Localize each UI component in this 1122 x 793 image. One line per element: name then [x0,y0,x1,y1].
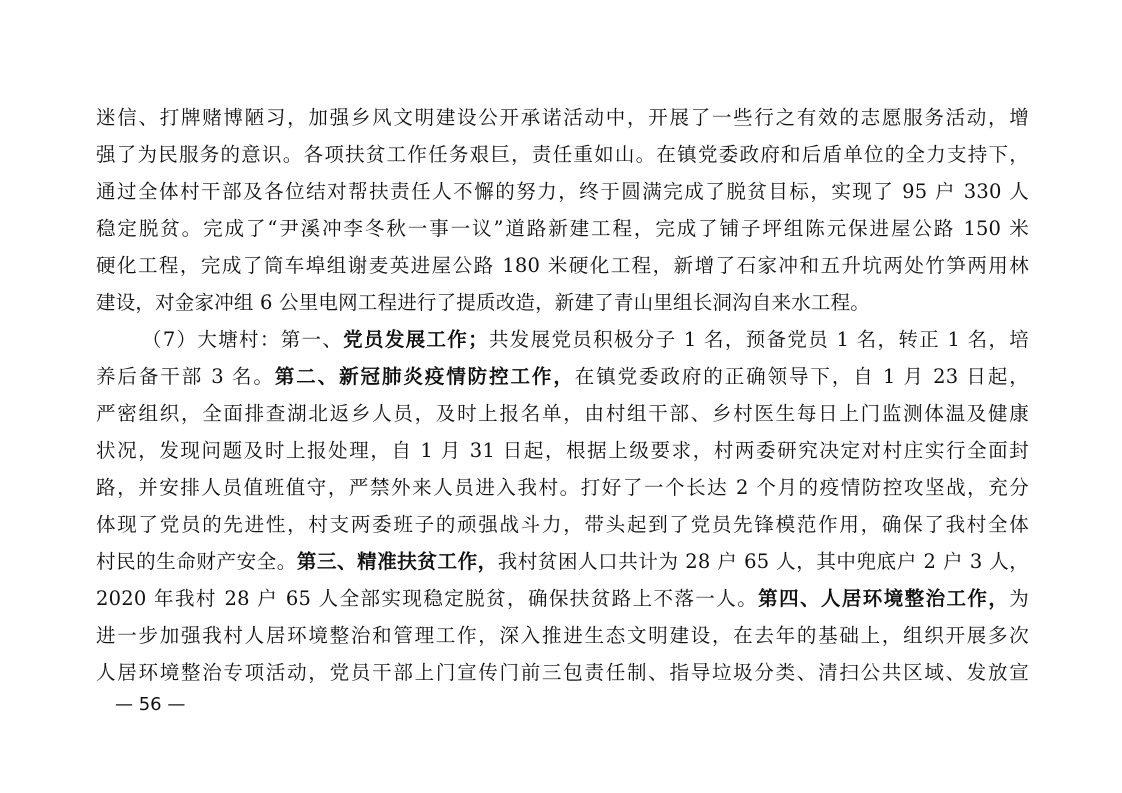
body-text: 强了为民服务的意识。各项扶贫工作任务艰巨，责任重如山。在镇党委政府和后盾单位的全力支持下， [96,143,1029,166]
body-text: 迷信、打牌赌博陋习，加强乡风文明建设公开承诺活动中，开展了一些行之有效的志愿服务活动，增 [96,106,1029,129]
text-line [96,395,1029,432]
body-text: 共发展党员积极分子 1 名，预备党员 1 名，转正 1 名，培 [487,328,1029,351]
text-line [96,99,1029,136]
bold-heading-text: 党员发展工作； [343,328,488,351]
document-body [96,99,1029,691]
text-line [96,580,1029,617]
text-line [96,617,1029,654]
text-line [96,543,1029,580]
body-text: 体现了党员的先进性，村支两委班子的顽强战斗力，带头起到了党员先锋模范作用，确保了我村全体 [96,513,1029,536]
bold-heading-text: 第二、新冠肺炎疫情防控工作， [274,365,575,388]
text-line [96,284,1029,321]
body-text: 在镇党委政府的正确领导下，自 1 月 23 日起， [574,365,1029,388]
body-text: 进一步加强我村人居环境整治和管理工作，深入推进生态文明建设，在去年的基础上，组织开展多次 [96,624,1029,647]
body-text: 建设，对金家冲组 6 公里电网工程进行了提质改造，新建了青山里组长洞沟自来水工程。 [96,291,871,314]
body-text: 路，并安排人员值班值守，严禁外来人员进入我村。打好了一个长达 2 个月的疫情防控攻坚战，充分 [96,476,1029,499]
page-number: — 56 — [115,694,186,715]
bold-heading-text: 第三、精准扶贫工作， [296,550,498,573]
body-text: 我村贫困人口共计为 28 户 65 人，其中兜底户 2 户 3 人， [497,550,1029,573]
body-text: 状况，发现问题及时上报处理，自 1 月 31 日起，根据上级要求，村两委研究决定对村庄实行全面封 [96,439,1029,462]
text-line [96,506,1029,543]
text-line [96,654,1029,691]
body-text: 硬化工程，完成了筒车埠组谢麦英进屋公路 180 米硬化工程，新增了石家冲和五升坑两处竹笋两用林 [96,254,1029,277]
body-text: 村民的生命财产安全。 [96,550,297,573]
text-line [96,358,1029,395]
text-line [96,432,1029,469]
text-line [96,247,1029,284]
body-text: 2020 年我村 28 户 65 人全部实现稳定脱贫，确保扶贫路上不落一人。 [96,587,759,610]
text-line [96,136,1029,173]
body-text: 人居环境整治专项活动，党员干部上门宣传门前三包责任制、指导垃圾分类、清扫公共区域、发放宣 [96,661,1029,684]
bold-heading-text: 第四、人居环境整治工作， [758,587,1010,610]
body-text: 稳定脱贫。完成了“尹溪冲李冬秋一事一议”道路新建工程，完成了铺子坪组陈元保进屋公路 150 米 [96,217,1029,240]
text-line [96,173,1029,210]
text-line [96,210,1029,247]
body-text: 养后备干部 3 名。 [96,365,275,388]
body-text: 严密组织，全面排查湖北返乡人员，及时上报名单，由村组干部、乡村医生每日上门监测体温及健康 [96,402,1029,425]
body-text: 通过全体村干部及各位结对帮扶责任人不懈的努力，终于圆满完成了脱贫目标，实现了 95 户 330 人 [96,180,1029,203]
body-text: （7）大塘村：第一、 [142,328,344,351]
body-text: 为 [1009,587,1029,610]
text-line [96,321,1029,358]
text-line [96,469,1029,506]
